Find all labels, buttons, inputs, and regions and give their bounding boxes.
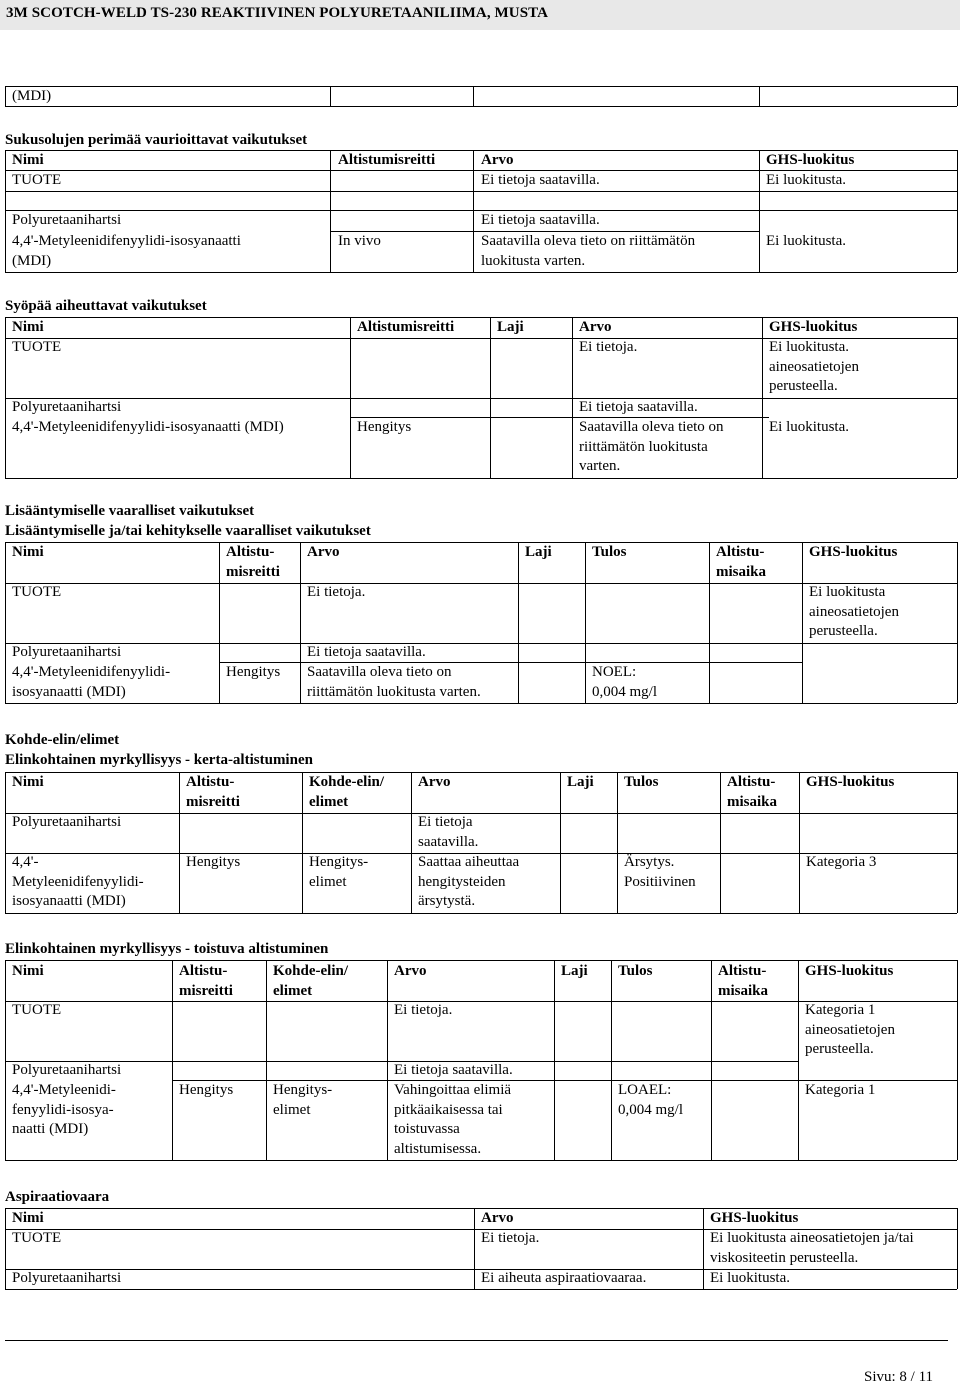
col-header-value: Arvo	[481, 152, 514, 168]
row-name: Metyleenidifenyylidi-	[12, 874, 144, 890]
row-ghs: Ei luokitusta	[809, 584, 886, 600]
row-name: 4,4'-Metyleenidifenyylidi-isosyanaatti	[12, 233, 241, 249]
section-title: Lisääntymiselle vaaralliset vaikutukset	[5, 503, 255, 519]
col-header-time: misaika	[716, 564, 767, 580]
row-ghs: Ei luokitusta.	[710, 1270, 790, 1286]
col-header-value: Arvo	[579, 319, 612, 335]
col-header-time: Altistu-	[727, 774, 776, 790]
row-ghs: Ei luokitusta.	[769, 419, 849, 435]
row-value: Ei aiheuta aspiraatiovaaraa.	[481, 1270, 647, 1286]
col-header-ghs: GHS-luokitus	[766, 152, 855, 168]
row-value: luokitusta varten.	[481, 253, 586, 269]
col-header-ghs: GHS-luokitus	[710, 1210, 799, 1226]
row-result: Ärsytys.	[624, 854, 675, 870]
document-title: 3M SCOTCH-WELD TS-230 REAKTIIVINEN POLYURETAANILIIMA, MUSTA	[6, 5, 549, 21]
col-header-species: Laji	[497, 319, 524, 335]
col-header-species: Laji	[567, 774, 594, 790]
row-value: Ei tietoja saatavilla.	[394, 1062, 513, 1078]
row-value: Ei tietoja saatavilla.	[579, 399, 698, 415]
row-route: In vivo	[338, 233, 381, 249]
col-header-ghs: GHS-luokitus	[769, 319, 858, 335]
col-header-result: Tulos	[592, 544, 627, 560]
col-header-route: misreitti	[226, 564, 280, 580]
row-name: TUOTE	[12, 1230, 62, 1246]
row-name: fenyylidi-isosya-	[12, 1102, 114, 1118]
row-name: 4,4'-	[12, 854, 39, 870]
row-route: Hengitys	[179, 1082, 234, 1098]
row-value: Ei tietoja.	[481, 1230, 540, 1246]
row-value: pitkäaikaisessa tai	[394, 1102, 503, 1118]
row-value: Ei tietoja saatavilla.	[481, 212, 600, 228]
col-header-route: Altistumisreitti	[338, 152, 436, 168]
row-name: 4,4'-Metyleenidi-	[12, 1082, 116, 1098]
col-header-time: Altistu-	[718, 963, 767, 979]
section-title: Syöpää aiheuttavat vaikutukset	[5, 298, 207, 314]
col-header-organ: Kohde-elin/	[273, 963, 349, 979]
col-header-species: Laji	[525, 544, 552, 560]
row-value: Saatavilla oleva tieto on riittämätön	[481, 233, 696, 249]
col-header-value: Arvo	[418, 774, 451, 790]
row-ghs: Ei luokitusta.	[769, 339, 849, 355]
row-ghs: Kategoria 1	[805, 1082, 876, 1098]
row-name: TUOTE	[12, 584, 62, 600]
row-name: 4,4'-Metyleenidifenyylidi-	[12, 664, 171, 680]
row-ghs: Ei luokitusta.	[766, 172, 846, 188]
row-name: isosyanaatti (MDI)	[12, 893, 126, 909]
col-header-name: Nimi	[12, 963, 44, 979]
row-value: ärsytystä.	[418, 893, 476, 909]
col-header-time: Altistu-	[716, 544, 765, 560]
row-value: varten.	[579, 458, 621, 474]
row-value: Ei tietoja.	[307, 584, 366, 600]
row-result: NOEL:	[592, 664, 637, 680]
col-header-ghs: GHS-luokitus	[805, 963, 894, 979]
row-ghs: aineosatietojen	[769, 359, 859, 375]
row-value: toistuvassa	[394, 1121, 460, 1137]
row-result: Positiivinen	[624, 874, 696, 890]
footer-divider	[5, 1340, 948, 1341]
row-route: Hengitys	[186, 854, 241, 870]
row-name: Polyuretaanihartsi	[12, 644, 122, 660]
row-organ: elimet	[273, 1102, 311, 1118]
col-header-result: Tulos	[624, 774, 659, 790]
row-ghs: Ei luokitusta aineosatietojen ja/tai	[710, 1230, 914, 1246]
row-value: Vahingoittaa elimiä	[394, 1082, 512, 1098]
col-header-time: misaika	[727, 794, 778, 810]
row-value: Saattaa aiheuttaa	[418, 854, 520, 870]
row-ghs: perusteella.	[809, 623, 878, 639]
row-value: saatavilla.	[418, 834, 479, 850]
row-name: Polyuretaanihartsi	[12, 1270, 122, 1286]
section-title: Sukusolujen perimää vaurioittavat vaikutukset	[5, 132, 308, 148]
row-value: Ei tietoja saatavilla.	[307, 644, 426, 660]
section-subtitle: Elinkohtainen myrkyllisyys - toistuva altistuminen	[5, 941, 329, 957]
row-name: naatti (MDI)	[12, 1121, 89, 1137]
col-header-ghs: GHS-luokitus	[809, 544, 898, 560]
row-ghs: perusteella.	[769, 378, 838, 394]
col-header-value: Arvo	[481, 1210, 514, 1226]
row-name: TUOTE	[12, 339, 62, 355]
row-value: Ei tietoja	[418, 814, 473, 830]
col-header-species: Laji	[561, 963, 588, 979]
col-header-route: Altistu-	[226, 544, 275, 560]
section-subtitle: Lisääntymiselle ja/tai kehitykselle vaaralliset vaikutukset	[5, 523, 371, 539]
col-header-route: Altistu-	[186, 774, 235, 790]
row-name: Polyuretaanihartsi	[12, 212, 122, 228]
row-ghs: Kategoria 1	[805, 1002, 876, 1018]
row-value: Saatavilla oleva tieto on	[307, 664, 452, 680]
col-header-organ: Kohde-elin/	[309, 774, 385, 790]
col-header-value: Arvo	[307, 544, 340, 560]
col-header-route: misreitti	[186, 794, 240, 810]
row-ghs: aineosatietojen	[809, 604, 899, 620]
col-header-route: Altistu-	[179, 963, 228, 979]
row-ghs: viskositeetin perusteella.	[710, 1250, 859, 1266]
col-header-value: Arvo	[394, 963, 427, 979]
row-result: 0,004 mg/l	[592, 684, 658, 700]
page-number: Sivu: 8 / 11	[864, 1369, 934, 1385]
row-organ: Hengitys-	[309, 854, 369, 870]
row-ghs: perusteella.	[805, 1041, 874, 1057]
row-name: Polyuretaanihartsi	[12, 814, 122, 830]
row-ghs: Ei luokitusta.	[766, 233, 846, 249]
row-value: altistumisessa.	[394, 1141, 482, 1157]
row-organ: elimet	[309, 874, 347, 890]
col-header-name: Nimi	[12, 1210, 44, 1226]
row-value: hengitysteiden	[418, 874, 506, 890]
row-value: riittämätön luokitusta varten.	[307, 684, 481, 700]
row-value: Ei tietoja.	[394, 1002, 453, 1018]
col-header-organ: elimet	[309, 794, 349, 810]
col-header-time: misaika	[718, 983, 769, 999]
row-route: Hengitys	[226, 664, 281, 680]
row-name: Polyuretaanihartsi	[12, 1062, 122, 1078]
col-header-result: Tulos	[618, 963, 653, 979]
col-header-route: misreitti	[179, 983, 233, 999]
row-name: TUOTE	[12, 1002, 62, 1018]
row-ghs: Kategoria 3	[806, 854, 877, 870]
col-header-name: Nimi	[12, 152, 44, 168]
section-title: Aspiraatiovaara	[5, 1189, 110, 1205]
col-header-name: Nimi	[12, 319, 44, 335]
row-value: Ei tietoja.	[579, 339, 638, 355]
row-name: Polyuretaanihartsi	[12, 399, 122, 415]
col-header-organ: elimet	[273, 983, 313, 999]
row-result: 0,004 mg/l	[618, 1102, 684, 1118]
col-header-route: Altistumisreitti	[357, 319, 455, 335]
row-organ: Hengitys-	[273, 1082, 333, 1098]
row-value: Ei tietoja saatavilla.	[481, 172, 600, 188]
row-route: Hengitys	[357, 419, 412, 435]
row-value: riittämätön luokitusta	[579, 439, 708, 455]
row-result: LOAEL:	[618, 1082, 672, 1098]
row-name: (MDI)	[12, 253, 52, 269]
document-header	[0, 0, 960, 30]
col-header-name: Nimi	[12, 544, 44, 560]
row-ghs: aineosatietojen	[805, 1022, 895, 1038]
row-value: Saatavilla oleva tieto on	[579, 419, 724, 435]
mdi-label: (MDI)	[12, 88, 52, 104]
col-header-ghs: GHS-luokitus	[806, 774, 895, 790]
row-name: TUOTE	[12, 172, 62, 188]
section-subtitle: Elinkohtainen myrkyllisyys - kerta-altistuminen	[5, 752, 313, 768]
col-header-name: Nimi	[12, 774, 44, 790]
row-name: 4,4'-Metyleenidifenyylidi-isosyanaatti (MDI)	[12, 419, 284, 435]
section-title: Kohde-elin/elimet	[5, 732, 120, 748]
row-name: isosyanaatti (MDI)	[12, 684, 126, 700]
